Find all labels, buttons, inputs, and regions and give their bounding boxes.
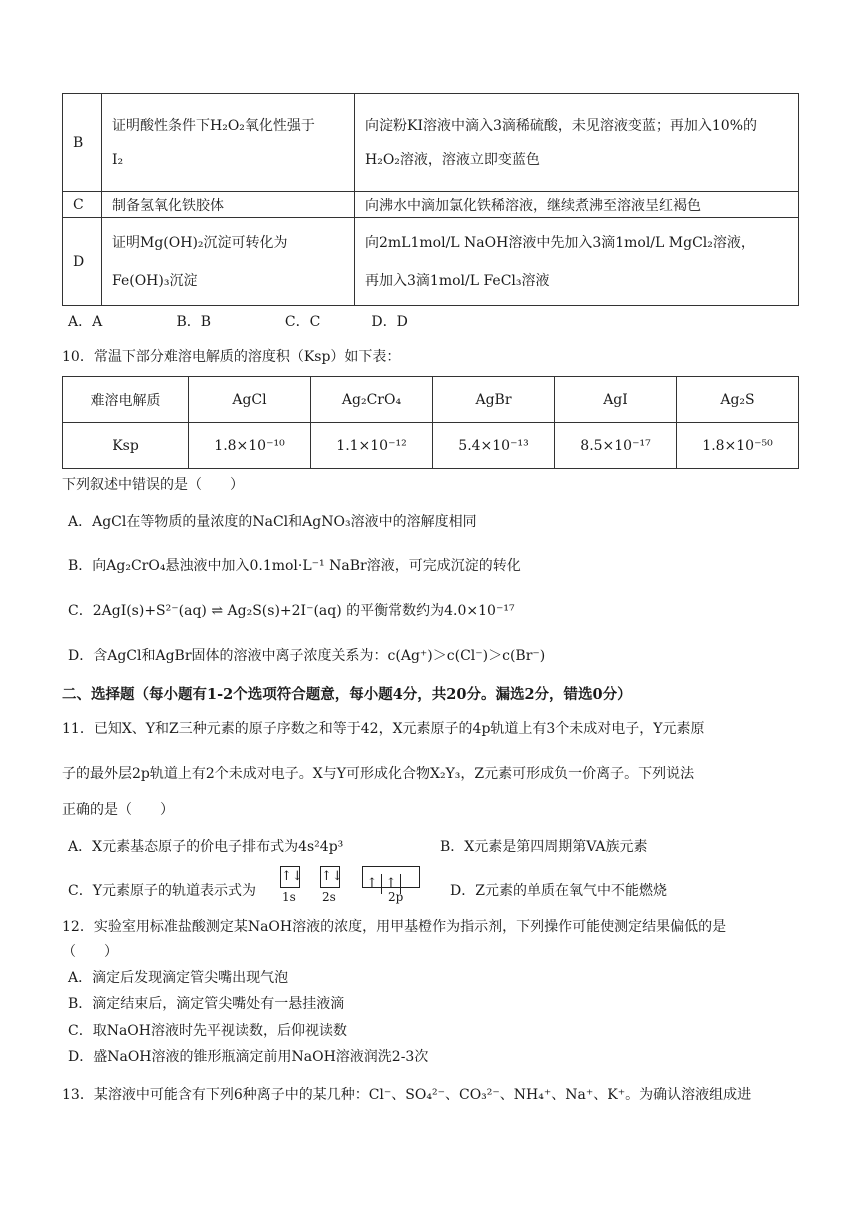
purpose-cell: 制备氢氧化铁胶体 bbox=[102, 192, 355, 218]
row-label: C bbox=[63, 192, 102, 218]
orbital-cell: ↑ bbox=[363, 874, 382, 894]
method-line: H₂O₂溶液，溶液立即变蓝色 bbox=[365, 151, 540, 168]
method-cell bbox=[355, 218, 799, 306]
orbital-label: 2p bbox=[388, 890, 404, 904]
purpose-line: I₂ bbox=[112, 151, 124, 168]
purpose-cell bbox=[102, 94, 355, 192]
purpose-line: Fe(OH)₃沉淀 bbox=[112, 272, 198, 289]
q12-line: 12．实验室用标准盐酸测定某NaOH溶液的浓度，用甲基橙作为指示剂，下列操作可能使测定结果偏低的是 bbox=[62, 919, 727, 935]
q12-option-b[interactable]: B．滴定结束后，滴定管尖嘴处有一悬挂液滴 bbox=[68, 996, 345, 1012]
header-cell: AgBr bbox=[433, 377, 555, 423]
method-cell bbox=[355, 94, 799, 192]
method-cell: 向沸水中滴加氯化铁稀溶液，继续煮沸至溶液呈红褐色 bbox=[355, 192, 799, 218]
purpose-cell bbox=[102, 218, 355, 306]
option-c[interactable]: C．C bbox=[284, 314, 321, 330]
value-cell: 1.8×10⁻¹⁰ bbox=[189, 423, 311, 469]
orbital-2s-box bbox=[320, 866, 343, 888]
value-cell: 1.8×10⁻⁵⁰ bbox=[677, 423, 799, 469]
q9-options bbox=[68, 311, 408, 331]
row-label: B bbox=[63, 94, 102, 192]
orbital-1s-box bbox=[280, 866, 303, 888]
q10-option-d[interactable]: D．含AgCl和AgBr固体的溶液中离子浓度关系为：c(Ag⁺)＞c(Cl⁻)＞c(Br⁻) bbox=[68, 648, 546, 664]
q12-option-a[interactable]: A．滴定后发现滴定管尖嘴出现气泡 bbox=[68, 970, 289, 986]
option-a[interactable]: A．A bbox=[68, 314, 103, 330]
section-title: 二、选择题（每小题有1-2个选项符合题意，每小题4分，共20分。漏选2分，错选0分） bbox=[62, 686, 632, 703]
table-row bbox=[63, 192, 799, 218]
orbital-cell: ↑↓ bbox=[281, 869, 303, 884]
purpose-line: 证明酸性条件下H₂O₂氧化性强于 bbox=[112, 117, 315, 134]
orbital-label: 2s bbox=[322, 890, 336, 904]
orbital-label: 1s bbox=[282, 890, 296, 904]
header-cell: AgCl bbox=[189, 377, 311, 423]
method-line: 再加入3滴1mol/L FeCl₃溶液 bbox=[365, 272, 550, 289]
header-cell: 难溶电解质 bbox=[63, 377, 189, 423]
q11-option-b[interactable]: B．X元素是第四周期第VA族元素 bbox=[440, 839, 648, 855]
header-cell: Ag₂S bbox=[677, 377, 799, 423]
q12-option-d[interactable]: D．盛NaOH溶液的锥形瓶滴定前用NaOH溶液润洗2-3次 bbox=[68, 1049, 429, 1065]
q11-line: 子的最外层2p轨道上有2个未成对电子。X与Y可形成化合物X₂Y₃，Z元素可形成负一价离子。下列说法 bbox=[62, 766, 695, 782]
q11-option-a[interactable]: A．X元素基态原子的价电子排布式为4s²4p³ bbox=[68, 839, 344, 855]
ksp-table bbox=[62, 376, 799, 469]
value-cell: 8.5×10⁻¹⁷ bbox=[555, 423, 677, 469]
option-d[interactable]: D．D bbox=[371, 314, 408, 330]
q12-option-c[interactable]: C．取NaOH溶液时先平视读数，后仰视读数 bbox=[68, 1023, 347, 1039]
q10-option-a[interactable]: A．AgCl在等物质的量浓度的NaCl和AgNO₃溶液中的溶解度相同 bbox=[68, 514, 477, 530]
q11-line: 正确的是（ ） bbox=[62, 802, 174, 818]
q12-line: （ ） bbox=[62, 944, 118, 960]
orbital-2p-box bbox=[362, 866, 420, 891]
method-line: 向淀粉KI溶液中滴入3滴稀硫酸，未见溶液变蓝；再加入10%的 bbox=[365, 117, 758, 134]
header-cell: Ag₂CrO₄ bbox=[311, 377, 433, 423]
q10-option-c[interactable]: C．2AgI(s)+S²⁻(aq) ⇌ Ag₂S(s)+2I⁻(aq) 的平衡常数约为4.0×10⁻¹⁷ bbox=[68, 603, 515, 619]
orbital-cell: ↑↓ bbox=[321, 869, 343, 884]
orbital-cell bbox=[401, 867, 419, 887]
table-row bbox=[63, 94, 799, 192]
orbital-cell: ↑ bbox=[382, 874, 401, 894]
q10-stem: 10．常温下部分难溶电解质的溶度积（Ksp）如下表： bbox=[62, 349, 401, 365]
option-b[interactable]: B．B bbox=[176, 314, 212, 330]
orbital-diagram bbox=[280, 866, 440, 906]
table-header-row bbox=[63, 377, 799, 423]
row-label: Ksp bbox=[63, 423, 189, 469]
table-row bbox=[63, 423, 799, 469]
value-cell: 5.4×10⁻¹³ bbox=[433, 423, 555, 469]
purpose-line: 证明Mg(OH)₂沉淀可转化为 bbox=[112, 234, 288, 251]
q13-line: 13．某溶液中可能含有下列6种离子中的某几种：Cl⁻、SO₄²⁻、CO₃²⁻、NH₄⁺、Na⁺、K⁺。为确认溶液组成进 bbox=[62, 1087, 752, 1103]
q10-question: 下列叙述中错误的是（ ） bbox=[62, 477, 244, 493]
method-line: 向2mL1mol/L NaOH溶液中先加入3滴1mol/L MgCl₂溶液， bbox=[365, 234, 755, 251]
row-label: D bbox=[63, 218, 102, 306]
table-row bbox=[63, 218, 799, 306]
experiment-table bbox=[62, 93, 799, 306]
header-cell: AgI bbox=[555, 377, 677, 423]
q10-option-b[interactable]: B．向Ag₂CrO₄悬浊液中加入0.1mol·L⁻¹ NaBr溶液，可完成沉淀的转化 bbox=[68, 558, 521, 574]
q11-option-d[interactable]: D．Z元素的单质在氧气中不能燃烧 bbox=[450, 883, 667, 899]
value-cell: 1.1×10⁻¹² bbox=[311, 423, 433, 469]
q11-line: 11．已知X、Y和Z三种元素的原子序数之和等于42，X元素原子的4p轨道上有3个未成对电子，Y元素原 bbox=[62, 721, 705, 737]
q11-option-c[interactable]: C．Y元素原子的轨道表示式为 bbox=[68, 883, 256, 899]
